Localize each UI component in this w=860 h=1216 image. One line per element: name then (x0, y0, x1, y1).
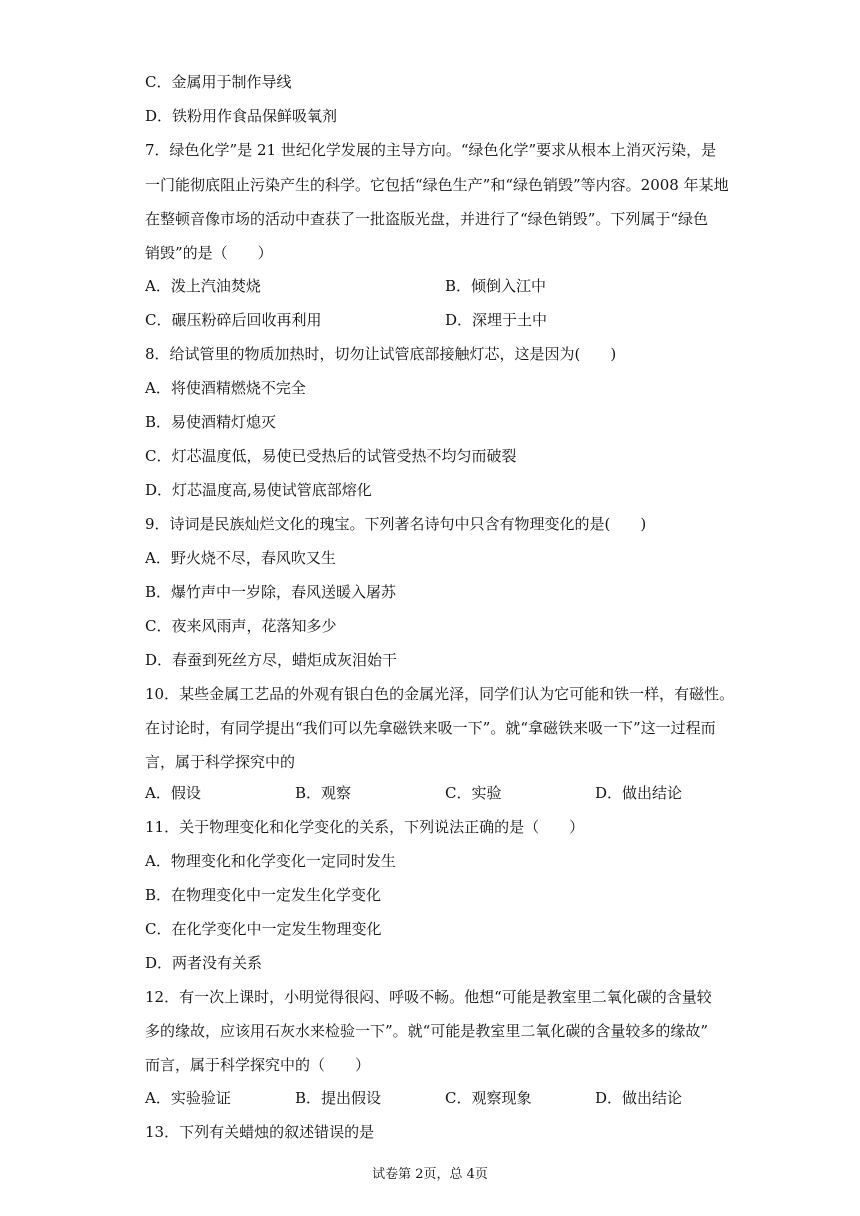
option-8a: A．将使酒精燃烧不完全 (145, 379, 306, 397)
question-11: 11．关于物理变化和化学变化的关系，下列说法正确的是（ ） (145, 818, 585, 836)
question-12-line-3: 而言，属于科学探究中的（ ） (145, 1056, 371, 1074)
option-11a: A．物理变化和化学变化一定同时发生 (145, 852, 396, 870)
option-12b: B．提出假设 (295, 1089, 382, 1107)
option-7a: A．泼上汽油焚烧 (145, 277, 261, 295)
question-13: 13．下列有关蜡烛的叙述错误的是 (145, 1123, 375, 1141)
question-8: 8．给试管里的物质加热时，切勿让试管底部接触灯芯，这是因为( ) (145, 345, 617, 363)
option-12c: C．观察现象 (445, 1089, 532, 1107)
option-9a: A．野火烧不尽，春风吹又生 (145, 549, 336, 567)
option-6d: D．铁粉用作食品保鲜吸氧剂 (145, 107, 338, 125)
question-12-line-1: 12．有一次上课时，小明觉得很闷、呼吸不畅。他想“可能是教室里二氧化碳的含量较 (145, 988, 712, 1006)
option-8b: B．易使酒精灯熄灭 (145, 413, 277, 431)
question-7-line-3: 在整顿音像市场的活动中查获了一批盗版光盘，并进行了“绿色销毁”。下列属于“绿色 (145, 210, 709, 228)
page-footer: 试卷第 2页，总 4页 (372, 1167, 488, 1182)
option-9c: C．夜来风雨声，花落知多少 (145, 617, 337, 635)
question-9: 9．诗词是民族灿烂文化的瑰宝。下列著名诗句中只含有物理变化的是( ) (145, 515, 647, 533)
option-7c: C．碾压粉碎后回收再利用 (145, 311, 322, 329)
option-9b: B．爆竹声中一岁除，春风送暖入屠苏 (145, 583, 397, 601)
question-10-line-2: 在讨论时，有同学提出“我们可以先拿磁铁来吸一下”。就“拿磁铁来吸一下”这一过程而 (145, 719, 716, 737)
option-8d: D．灯芯温度高,易使试管底部熔化 (145, 481, 372, 499)
question-7-line-2: 一门能彻底阻止污染产生的科学。它包括“绿色生产”和“绿色销毁”等内容。2008 年某地 (145, 176, 729, 194)
option-10a: A．假设 (145, 784, 201, 802)
option-10b: B．观察 (295, 784, 352, 802)
option-10d: D．做出结论 (595, 784, 683, 802)
option-11b: B．在物理变化中一定发生化学变化 (145, 886, 382, 904)
question-7-line-1: 7．绿色化学”是 21 世纪化学发展的主导方向。“绿色化学”要求从根本上消灭污染，是 (145, 141, 717, 159)
option-11d: D．两者没有关系 (145, 954, 263, 972)
option-9d: D．春蚕到死丝方尽，蜡炬成灰泪始干 (145, 651, 398, 669)
question-7-line-4: 销毁”的是（ ） (145, 244, 273, 262)
option-6c: C．金属用于制作导线 (145, 73, 292, 91)
option-7d: D．深埋于土中 (445, 311, 548, 329)
option-12d: D．做出结论 (595, 1089, 683, 1107)
option-8c: C．灯芯温度低，易使已受热后的试管受热不均匀而破裂 (145, 447, 517, 465)
question-10-line-3: 言，属于科学探究中的 (145, 753, 296, 771)
question-10-line-1: 10．某些金属工艺品的外观有银白色的金属光泽，同学们认为它可能和铁一样，有磁性。 (145, 685, 735, 703)
option-10c: C．实验 (445, 784, 502, 802)
option-12a: A．实验验证 (145, 1089, 231, 1107)
option-11c: C．在化学变化中一定发生物理变化 (145, 920, 382, 938)
question-12-line-2: 多的缘故，应该用石灰水来检验一下”。就“可能是教室里二氧化碳的含量较多的缘故” (145, 1022, 709, 1040)
option-7b: B．倾倒入江中 (445, 277, 547, 295)
